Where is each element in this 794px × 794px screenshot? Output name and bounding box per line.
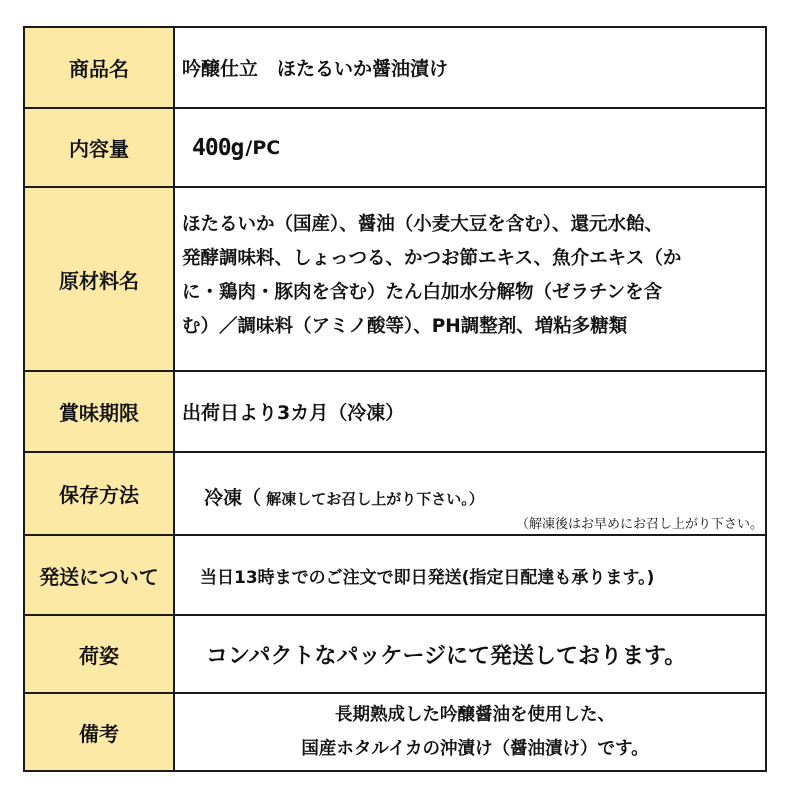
ingredients-label: 原材料名 — [25, 188, 175, 370]
ingredients-line: 発酵調味料、しょっつる、かつお節エキス、魚介エキス（か — [182, 248, 682, 269]
best-before-label: 賞味期限 — [25, 372, 175, 451]
storage-note: （解凍後はお早めにお召し上がり下さい。 — [515, 517, 763, 532]
packaging-value: コンパクトなパッケージにて発送しております。 — [206, 643, 687, 669]
remarks-label: 備考 — [25, 694, 175, 770]
remarks-value — [175, 694, 765, 770]
storage-main-small: 解凍してお召し上がり下さい。） — [261, 490, 484, 508]
quantity-unit: /PC — [245, 136, 281, 159]
row-quantity — [25, 109, 765, 188]
quantity-amount: 400g — [192, 134, 244, 161]
storage-label: 保存方法 — [25, 453, 175, 534]
row-packaging — [25, 616, 765, 694]
remarks-line: 長期熟成した吟醸醤油を使用した、 — [335, 705, 615, 725]
product-name-label: 商品名 — [25, 28, 175, 107]
ingredients-line: む）／調味料（アミノ酸等）、PH調整剤、増粘多糖類 — [182, 316, 628, 337]
row-shipping — [25, 536, 765, 616]
best-before-value: 出荷日より3カ月（冷凍） — [182, 402, 405, 424]
ingredients-value — [175, 188, 765, 370]
product-name-value: 吟醸仕立 ほたるいか醤油漬け — [182, 58, 449, 80]
shipping-value: 当日13時までのご注文で即日発送(指定日配達も承ります。) — [200, 567, 655, 588]
packaging-label: 荷姿 — [25, 616, 175, 692]
remarks-line: 国産ホタルイカの沖漬け（醤油漬け）です。 — [301, 739, 649, 759]
row-best-before — [25, 372, 765, 453]
product-info-table — [23, 26, 767, 772]
storage-main — [204, 483, 484, 510]
storage-main-text: 冷凍（ — [204, 487, 262, 509]
quantity-value — [175, 109, 765, 186]
quantity-label: 内容量 — [25, 109, 175, 186]
shipping-label: 発送について — [25, 536, 175, 614]
storage-value — [175, 453, 765, 534]
row-ingredients — [25, 188, 765, 372]
ingredients-line: ほたるいか（国産）、醤油（小麦大豆を含む）、還元水飴、 — [182, 214, 664, 235]
ingredients-line: に・鶏肉・豚肉を含む）たん白加水分解物（ゼラチンを含 — [182, 282, 663, 303]
row-product-name — [25, 28, 765, 109]
row-storage — [25, 453, 765, 536]
row-remarks — [25, 694, 765, 770]
